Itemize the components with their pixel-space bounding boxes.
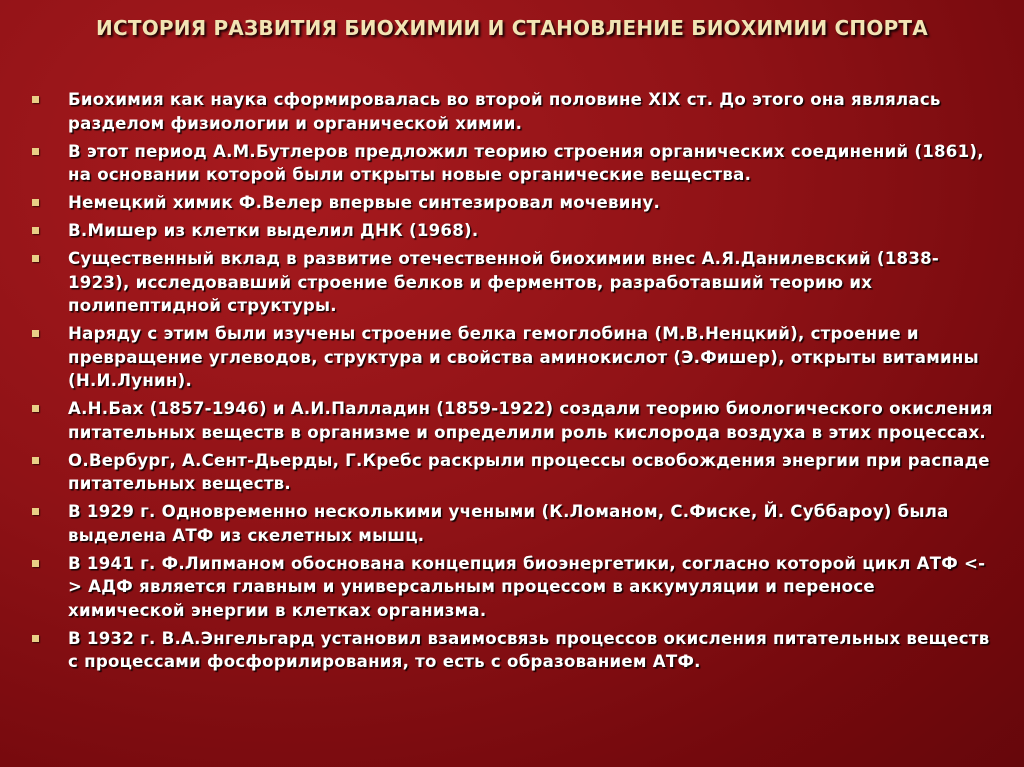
square-bullet-icon (32, 405, 39, 412)
bullet-text: В 1929 г. Одновременно несколькими учеными (К.Ломаном, С.Фиске, Й. Суббароу) была выделена АТФ из скелетных мышц. (68, 502, 949, 545)
bullet-item (32, 397, 994, 444)
bullet-item (32, 627, 994, 674)
bullet-item (32, 500, 994, 547)
bullet-text: Существенный вклад в развитие отечественной биохимии внес А.Я.Данилевский (1838-1923), исследовавший строение белков и ферментов, разработавший теорию их полипептидной структуры. (68, 249, 940, 315)
bullet-text: О.Вербург, А.Сент-Дьерды, Г.Кребс раскрыли процессы освобождения энергии при распаде питательных веществ. (68, 450, 990, 493)
square-bullet-icon (32, 227, 39, 234)
bullet-text: Наряду с этим были изучены строение белка гемоглобина (М.В.Ненцкий), строение и превращение углеводов, структура и свойства аминокислот (Э.Фишер), открыты витамины (Н.И.Лунин). (68, 324, 979, 390)
bullet-text: В этот период А.М.Бутлеров предложил теорию строения органических соединений (1861), на основании которой были открыты новые органические вещества. (68, 141, 984, 184)
bullet-text: В.Мишер из клетки выделил ДНК (1968). (68, 221, 479, 240)
square-bullet-icon (32, 635, 39, 642)
bullet-text: Биохимия как наука сформировалась во второй половине XIX ст. До этого она являлась разделом физиологии и органической химии. (68, 90, 941, 133)
square-bullet-icon (32, 457, 39, 464)
bullet-item (32, 449, 994, 496)
bullet-item (32, 247, 994, 318)
bullet-text: В 1932 г. В.А.Энгельгард установил взаимосвязь процессов окисления питательных веществ с процессами фосфорилирования, то есть с образованием АТФ. (68, 628, 990, 671)
bullet-list (32, 88, 994, 678)
square-bullet-icon (32, 508, 39, 515)
bullet-item (32, 88, 994, 135)
bullet-text: А.Н.Бах (1857-1946) и А.И.Палладин (1859-1922) создали теорию биологического окисления питательных веществ в организме и определили роль кислорода воздуха в этих процессах. (68, 399, 993, 442)
bullet-item (32, 322, 994, 393)
square-bullet-icon (32, 148, 39, 155)
square-bullet-icon (32, 199, 39, 206)
square-bullet-icon (32, 560, 39, 567)
square-bullet-icon (32, 330, 39, 337)
square-bullet-icon (32, 96, 39, 103)
square-bullet-icon (32, 255, 39, 262)
bullet-item (32, 219, 994, 243)
bullet-text: Немецкий химик Ф.Велер впервые синтезировал мочевину. (68, 193, 661, 212)
bullet-item (32, 140, 994, 187)
bullet-text: В 1941 г. Ф.Липманом обоснована концепция биоэнергетики, согласно которой цикл АТФ <-> АДФ является главным и универсальным процессом в аккумуляции и переносе химической энергии в клетках организма. (68, 553, 986, 620)
bullet-item (32, 191, 994, 215)
slide-title: ИСТОРИЯ РАЗВИТИЯ БИОХИМИИ И СТАНОВЛЕНИЕ БИОХИМИИ СПОРТА (96, 16, 928, 40)
bullet-item (32, 552, 994, 623)
